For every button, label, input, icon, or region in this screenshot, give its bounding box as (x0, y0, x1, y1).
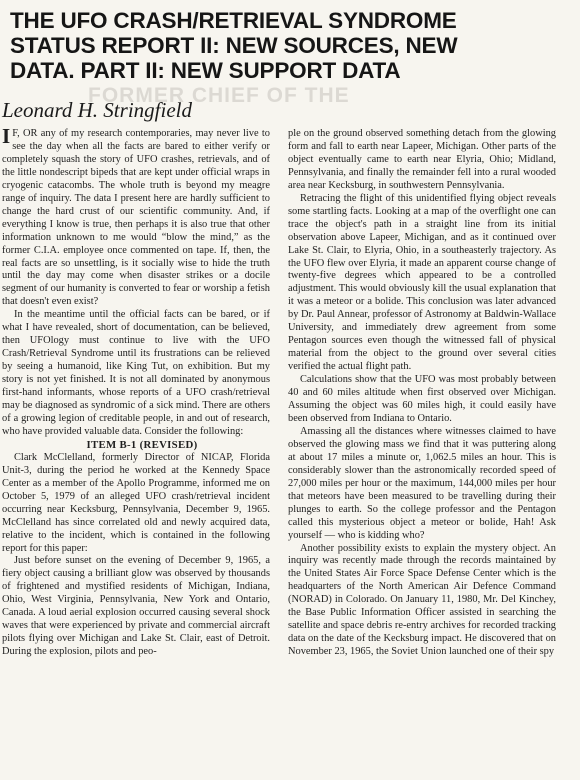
paragraph: Retracing the flight of this unidentified flying object reveals some startling facts. Looking at a map of the overflight one can trace the object's path in a straight line from its initial observation above Lapeer, Michigan, and as it continued over Lake St. Clair, to Elyria, Ohio, in a southeasterly trajectory. As the UFO flew over Elyria, it made an apparent course change of twenty-five degrees which appeared to be a controlled adjustment. This would obviously kill the usual explanation that it was a meteor or a bolide. This conclusion was later advanced by Dr. Paul Annear, professor of Astronomy at Baldwin-Wallace University, and immediately drew agreement from some Pentagon sources even though the witnessed fall of physical material from the object to the ground over several cities verified the actual flight path. (288, 192, 556, 373)
title-line: THE UFO CRASH/RETRIEVAL SYNDROME (10, 8, 457, 33)
paragraph: Amassing all the distances where witnesses claimed to have observed the glowing mass we find that it was puttering along at about 17 miles a minute or, 1,062.5 miles an hour. This is considerably slower than the astronomically recorded speed of 27,000 miles per hour or the maximum, 144,000 miles per hour that meteors have been measured to be travelling during their plunges to earth. So the college professor and the Pentagon called this mysterious object a meteor or bolide, Hah! Ask yourself — who is kidding who? (288, 425, 556, 541)
drop-cap: I (2, 124, 11, 148)
paragraph-text: F, OR any of my research contemporaries, may never live to see the day when all the facts are bared to either verify or completely squash the story of UFO crashes, retrievals, and of the little nondescript bipeds that are kept under official wraps in cryogenic catacombs. The whole truth is beyond my meagre range of inquiry. The data I present here are hardly sufficient to change the hard crust of our scientific community. And, if everything I know is true, then perhaps it is also true that other information unknown to me would “blow the mind,” as the former C.I.A. employee once commented on tape. If, then, the real facts are so unsettling, is it socially wise to hide the truth until the day may come when disaster strikes or a docile segment of our humanity is converted to fear or worship a fetish that doesn't even exist? (2, 128, 270, 308)
right-column (288, 128, 556, 659)
title-line: STATUS REPORT II: NEW SOURCES, NEW (10, 33, 458, 58)
paragraph: Just before sunset on the evening of December 9, 1965, a fiery object causing a brilliant glow was observed by thousands of frightened and mystified residents of Michigan, Indiana, Ohio, West Virginia, Pennsylvania, New York and Ontario, Canada. A loud aerial explosion occurred causing several shock waves that were experienced by private and commercial aircraft pilots flying over Michigan and Lake St. Clair, east of Detroit. During the explosion, pilots and peo- (2, 555, 270, 658)
paragraph: ple on the ground observed something detach from the glowing form and fall to earth near Lapeer, Michigan. Other parts of the object eventually came to earth near Elyria, Ohio; Midland, Pennsylvania, and finally the remainder fell into a rural wooded area near Kecksburg, in southwestern Pennsylvania. (288, 128, 556, 191)
author-byline: Leonard H. Stringfield (2, 98, 192, 122)
left-column (2, 124, 270, 659)
paragraph: Calculations show that the UFO was most probably between 40 and 60 miles altitude when first observed over Michigan. Assuming the object was 60 miles high, it could easily have been observed from Indiana to Ontario. (288, 374, 556, 424)
paragraph: In the meantime until the official facts can be bared, or if what I have revealed, short of documentation, can be believed, then UFOlogy must continue to live with the UFO Crash/Retrieval Syndrome until its frustrations can be relieved by seeing a humanoid, like King Tut, on exhibition. But my story is not yet finished. It is not all dominated by anonymous first-hand informants, whose reports of a UFO crash/retrieval may be diagnosed as syndromic of a sick mind. There are others of a growing legion of creditable people, in and out of research, who have provided valuable data. Consider the following: (2, 309, 270, 437)
paragraph (2, 124, 270, 309)
paragraph: Clark McClelland, formerly Director of NICAP, Florida Unit-3, during the period he worked at the Kennedy Space Center as a member of the Apollo Programme, informed me on October 5, 1979 of an alleged UFO crash/retrieval incident occurring near Kecksburg, Pennsylvania, December 9, 1965. McClelland has since correlated old and newly acquired data, relative to the incident, which is contained in the following report for this paper: (2, 451, 270, 554)
bleed-through-text: FORMER CHIEF OF THE (88, 86, 350, 107)
paragraph: Another possibility exists to explain the mystery object. An inquiry was recently made through the records maintained by the United States Air Force Space Defense Center which is the headquarters of the North American Air Defence Command (NORAD) in Colorado. On January 11, 1980, Mr. Del Kinchey, the Base Public Information Officer assisted in searching the satellite and space debris re-entry archives for recorded tracking data on the date of the Kecksburg impact. He discovered that on November 23, 1965, the Soviet Union launched one of their spy (288, 542, 556, 658)
section-heading: ITEM B-1 (REVISED) (86, 438, 198, 451)
article-title (10, 8, 570, 83)
title-line: DATA. PART II: NEW SUPPORT DATA (10, 58, 401, 83)
